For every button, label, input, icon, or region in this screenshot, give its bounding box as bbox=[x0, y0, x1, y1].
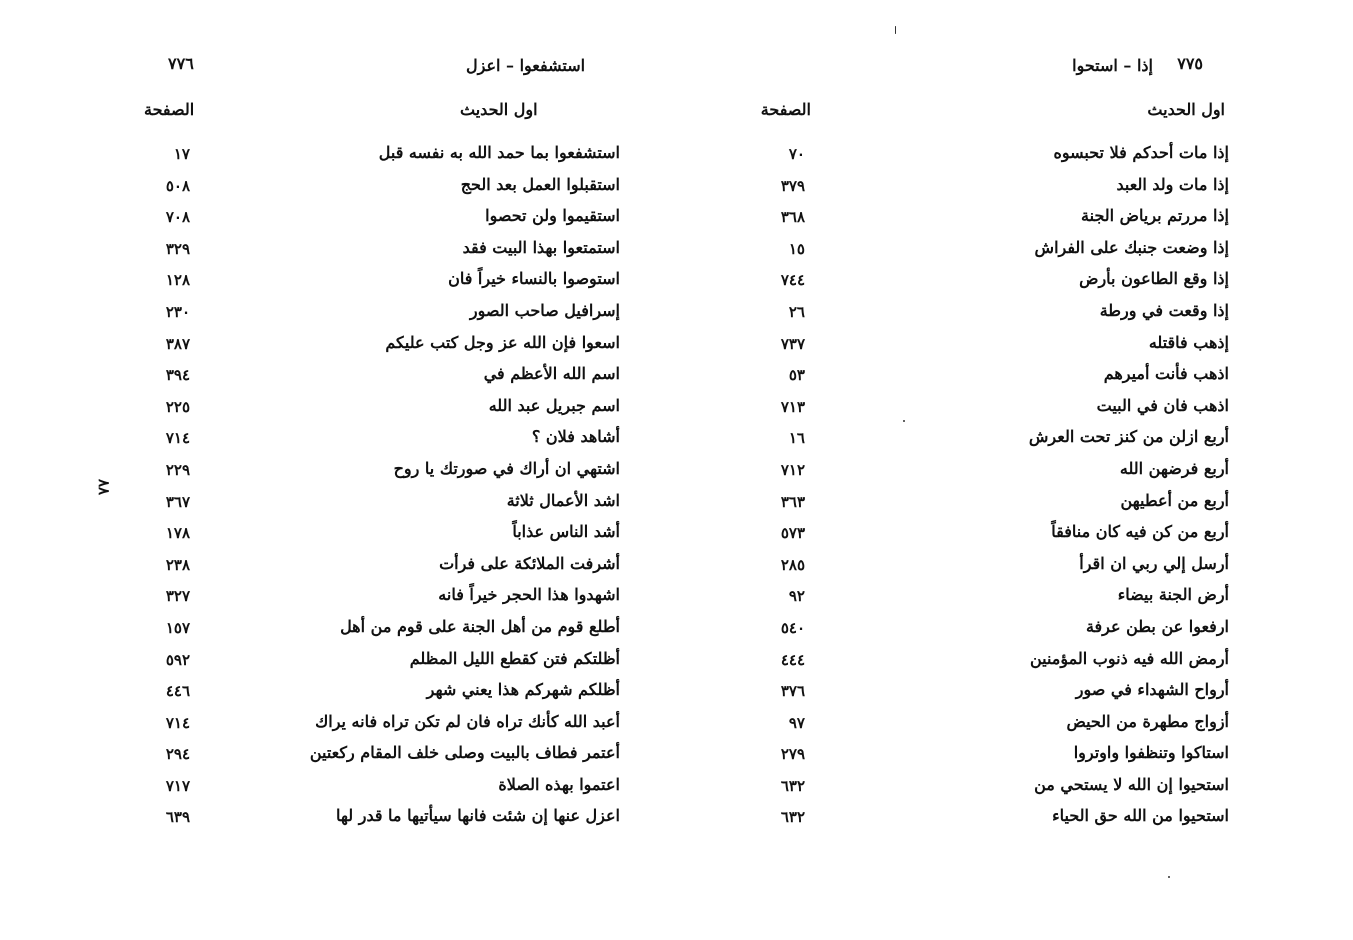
page-reference: ٧٤٤ bbox=[780, 271, 805, 290]
table-row bbox=[0, 806, 676, 838]
page-reference: ١٦ bbox=[788, 429, 805, 448]
page-reference: ٢٧٩ bbox=[780, 745, 805, 764]
table-row bbox=[676, 491, 1353, 523]
page-reference: ٢٢٥ bbox=[165, 397, 190, 416]
table-row bbox=[676, 775, 1353, 807]
table-row bbox=[0, 301, 676, 333]
page-column-header: الصفحة bbox=[760, 100, 811, 119]
hadith-incipit: إذا وقع الطاعون بأرض bbox=[1079, 269, 1229, 289]
hadith-incipit: اذهب فأنت أميرهم bbox=[1103, 364, 1229, 384]
page-reference: ٥٣ bbox=[788, 366, 805, 385]
hadith-incipit: أعتمر فطاف بالبيت وصلى خلف المقام ركعتين bbox=[309, 743, 620, 763]
table-row bbox=[0, 396, 676, 428]
hadith-incipit: اسعوا فإن الله عز وجل كتب عليكم bbox=[385, 332, 620, 352]
hadith-incipit: إسرافيل صاحب الصور bbox=[469, 300, 620, 320]
page-reference: ٣٦٧ bbox=[165, 492, 190, 511]
hadith-incipit: اعتموا بهذه الصلاة bbox=[498, 774, 620, 794]
table-row bbox=[676, 585, 1353, 617]
table-row bbox=[676, 269, 1353, 301]
page-reference: ٧٠٨ bbox=[165, 208, 190, 227]
table-row bbox=[0, 269, 676, 301]
hadith-incipit: اشتهي ان أراك في صورتك يا روح bbox=[393, 458, 620, 478]
table-row bbox=[0, 333, 676, 365]
table-row bbox=[0, 522, 676, 554]
page-reference: ٦٣٩ bbox=[165, 808, 190, 827]
hadith-incipit: استقبلوا العمل بعد الحج bbox=[460, 174, 620, 194]
running-head: استشفعوا – اعزل bbox=[466, 56, 586, 75]
hadith-incipit: أربع من أعطيهن bbox=[1120, 490, 1229, 510]
hadith-incipit: استحيوا من الله حق الحياء bbox=[1052, 806, 1229, 826]
table-row bbox=[0, 491, 676, 523]
page-reference: ٥٤٠ bbox=[780, 618, 805, 637]
page-reference: ١٧ bbox=[173, 145, 190, 163]
hadith-incipit: إذا مررتم برياض الجنة bbox=[1081, 206, 1229, 226]
table-row bbox=[676, 522, 1353, 554]
page-reference: ٧٠ bbox=[788, 145, 805, 163]
table-row bbox=[0, 206, 676, 238]
hadith-incipit: استقيموا ولن تحصوا bbox=[485, 206, 620, 226]
page-reference: ٣٧٩ bbox=[780, 176, 805, 195]
hadith-incipit: اشد الأعمال ثلاثة bbox=[506, 490, 620, 510]
table-row bbox=[0, 712, 676, 744]
hadith-incipit: استاكوا وتنظفوا واوتروا bbox=[1073, 743, 1229, 763]
page-reference: ٥٠٨ bbox=[165, 176, 190, 195]
page-reference: ٧١٤ bbox=[165, 713, 190, 732]
table-row bbox=[676, 301, 1353, 333]
page-reference: ٢٨٥ bbox=[780, 555, 805, 574]
table-row bbox=[676, 333, 1353, 365]
table-row bbox=[0, 427, 676, 459]
table-row bbox=[676, 427, 1353, 459]
left-page bbox=[0, 0, 676, 940]
table-row bbox=[0, 175, 676, 207]
page-reference: ٢٩٤ bbox=[165, 745, 190, 764]
hadith-incipit: استوصوا بالنساء خيراً فان bbox=[448, 269, 620, 289]
page-reference: ٣٢٧ bbox=[165, 587, 190, 606]
page-number: ٧٧٥ bbox=[1177, 54, 1203, 73]
hadith-incipit: اشهدوا هذا الحجر خيراً فانه bbox=[438, 585, 620, 605]
hadith-incipit: أرواح الشهداء في صور bbox=[1075, 680, 1229, 700]
table-row bbox=[0, 585, 676, 617]
table-row bbox=[676, 143, 1353, 175]
table-row bbox=[676, 712, 1353, 744]
page-reference: ٧١٣ bbox=[780, 397, 805, 416]
page-reference: ١٥٧ bbox=[165, 618, 190, 637]
hadith-incipit: أظلتكم فتن كقطع الليل المظلم bbox=[409, 648, 620, 668]
page-reference: ٦٣٢ bbox=[780, 776, 805, 795]
table-row bbox=[0, 143, 676, 175]
hadith-incipit: أطلع قوم من أهل الجنة على قوم من أهل bbox=[340, 616, 620, 636]
table-row bbox=[676, 743, 1353, 775]
index-table bbox=[676, 143, 1353, 838]
page-reference: ٩٢ bbox=[788, 587, 805, 606]
table-row bbox=[676, 617, 1353, 649]
hadith-incipit: أظلكم شهركم هذا يعني شهر bbox=[426, 680, 620, 700]
page-reference: ٣٧٦ bbox=[780, 682, 805, 701]
page-reference: ١٥ bbox=[788, 239, 805, 258]
table-row bbox=[676, 175, 1353, 207]
page-reference: ٣٨٧ bbox=[165, 334, 190, 353]
hadith-incipit: أرسل إلي ربي ان اقرأ bbox=[1079, 553, 1229, 573]
hadith-incipit: أربع ازلن من كنز تحت العرش bbox=[1028, 427, 1229, 447]
page-reference: ٦٣٢ bbox=[780, 808, 805, 827]
hadith-incipit: أشد الناس عذاباً bbox=[512, 522, 620, 542]
page-reference: ٥٩٢ bbox=[165, 650, 190, 669]
page-reference: ٢٦ bbox=[788, 302, 805, 321]
hadith-incipit: أشاهد فلان ؟ bbox=[531, 427, 620, 447]
page-number: ٧٧٦ bbox=[168, 54, 194, 73]
hadith-incipit: استحيوا إن الله لا يستحي من bbox=[1034, 774, 1229, 794]
table-row bbox=[676, 396, 1353, 428]
hadith-incipit: أزواج مطهرة من الحيض bbox=[1066, 711, 1229, 731]
hadith-incipit: أعبد الله كأنك تراه فان لم تكن تراه فانه يراك bbox=[315, 711, 620, 731]
table-row bbox=[0, 649, 676, 681]
table-row bbox=[0, 364, 676, 396]
table-row bbox=[0, 617, 676, 649]
page-reference: ١٢٨ bbox=[165, 271, 190, 290]
table-row bbox=[676, 206, 1353, 238]
hadith-incipit: أرمض الله فيه ذنوب المؤمنين bbox=[1029, 648, 1229, 668]
page-reference: ٥٧٣ bbox=[780, 524, 805, 543]
page-reference: ٧٣٧ bbox=[780, 334, 805, 353]
page-reference: ٧١٧ bbox=[165, 776, 190, 795]
scan-speck bbox=[895, 26, 896, 34]
side-page-number: ٨٨ bbox=[95, 478, 114, 496]
hadith-incipit: اذهب فان في البيت bbox=[1096, 395, 1229, 415]
page-reference: ٢٣٨ bbox=[165, 555, 190, 574]
hadith-column-header: اول الحديث bbox=[460, 100, 538, 119]
hadith-incipit: أربع من كن فيه كان منافقاً bbox=[1051, 522, 1229, 542]
scan-speck bbox=[1168, 876, 1170, 878]
table-row bbox=[676, 806, 1353, 838]
hadith-incipit: اعزل عنها إن شئت فانها سيأتيها ما قدر لها bbox=[336, 806, 620, 826]
page-reference: ٣٢٩ bbox=[165, 239, 190, 258]
table-row bbox=[0, 743, 676, 775]
right-page bbox=[676, 0, 1353, 940]
page-reference: ٣٩٤ bbox=[165, 366, 190, 385]
hadith-incipit: ارفعوا عن بطن عرفة bbox=[1085, 616, 1229, 636]
page-reference: ٧١٢ bbox=[780, 460, 805, 479]
hadith-incipit: استمتعوا بهذا البيت فقد bbox=[462, 237, 620, 257]
table-row bbox=[676, 554, 1353, 586]
hadith-incipit: إذا وقعت في ورطة bbox=[1099, 300, 1229, 320]
table-row bbox=[0, 680, 676, 712]
table-row bbox=[0, 775, 676, 807]
table-row bbox=[676, 364, 1353, 396]
hadith-incipit: إذا مات ولد العبد bbox=[1116, 174, 1229, 194]
running-head: إذا – استحوا bbox=[1072, 56, 1153, 75]
table-row bbox=[0, 238, 676, 270]
hadith-incipit: أشرفت الملائكة على فرأت bbox=[439, 553, 620, 573]
page-reference: ٤٤٤ bbox=[780, 650, 805, 669]
page-column-header: الصفحة bbox=[144, 100, 195, 119]
page-reference: ٩٧ bbox=[788, 713, 805, 732]
hadith-incipit: استشفعوا بما حمد الله به نفسه قبل bbox=[378, 143, 620, 162]
page-reference: ٢٣٠ bbox=[165, 302, 190, 321]
table-row bbox=[0, 554, 676, 586]
hadith-incipit: إذهب فاقتله bbox=[1148, 332, 1229, 352]
hadith-incipit: إذا مات أحدكم فلا تحبسوه bbox=[1053, 143, 1229, 162]
hadith-incipit: أربع فرضهن الله bbox=[1119, 458, 1229, 478]
page-reference: ١٧٨ bbox=[165, 524, 190, 543]
table-row bbox=[676, 459, 1353, 491]
table-row bbox=[676, 238, 1353, 270]
hadith-column-header: اول الحديث bbox=[1147, 100, 1225, 119]
page-reference: ٣٦٨ bbox=[780, 208, 805, 227]
hadith-incipit: أرض الجنة بيضاء bbox=[1117, 585, 1229, 605]
page-reference: ٧١٤ bbox=[165, 429, 190, 448]
table-row bbox=[676, 649, 1353, 681]
table-row bbox=[676, 680, 1353, 712]
page-reference: ٢٢٩ bbox=[165, 460, 190, 479]
hadith-incipit: اسم جبريل عبد الله bbox=[488, 395, 620, 415]
scan-speck bbox=[903, 420, 905, 422]
hadith-incipit: اسم الله الأعظم في bbox=[483, 364, 620, 384]
page-reference: ٤٤٦ bbox=[165, 682, 190, 701]
page-reference: ٣٦٣ bbox=[780, 492, 805, 511]
hadith-incipit: إذا وضعت جنبك على الفراش bbox=[1034, 237, 1229, 257]
